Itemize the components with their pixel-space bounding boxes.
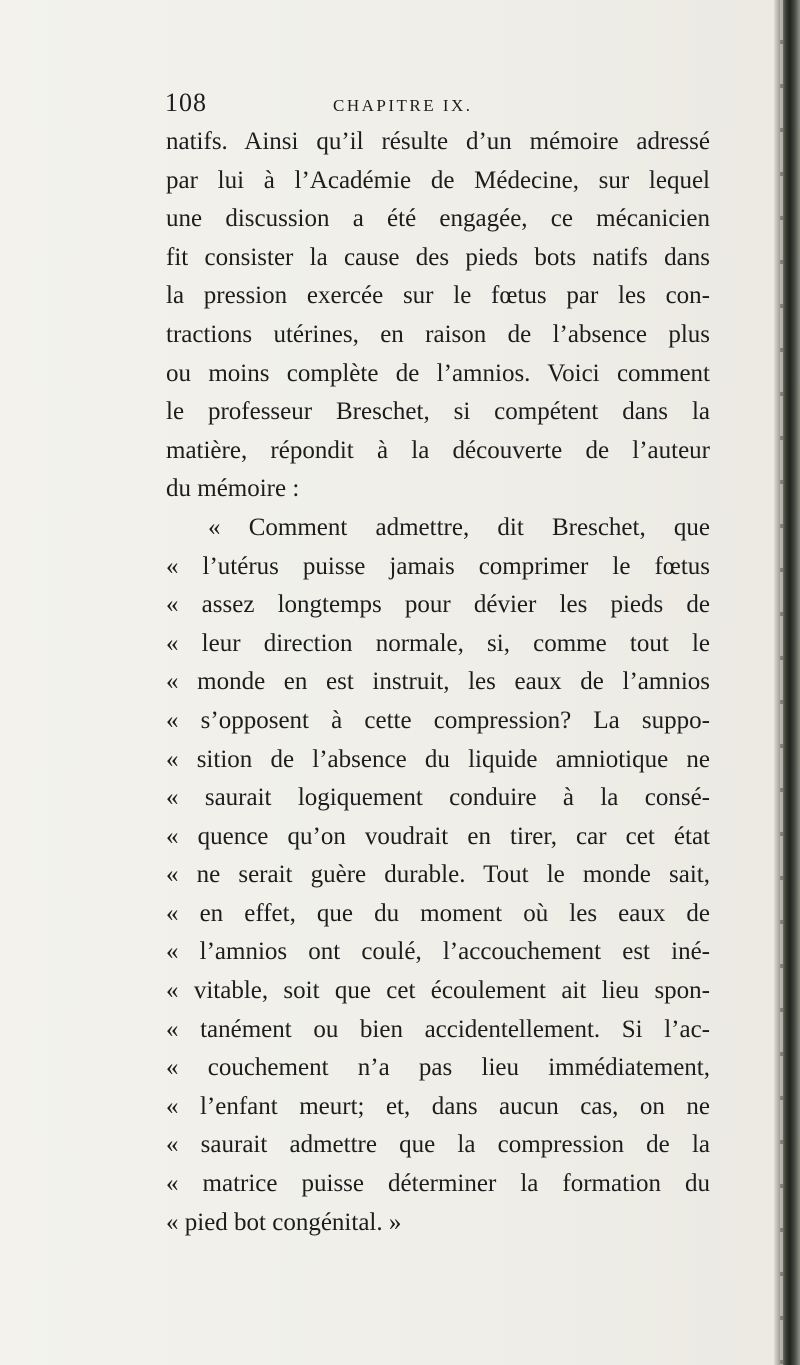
book-binding-edge xyxy=(774,0,800,1365)
text-line: fit consister la cause des pieds bots natifs dans xyxy=(166,243,710,271)
quote-line: « l’utérus puisse jamais comprimer le fœtus xyxy=(166,552,710,580)
quote-line: « en effet, que du moment où les eaux de xyxy=(166,899,710,927)
text-line: ou moins complète de l’amnios. Voici comment xyxy=(166,359,710,387)
text-line: la pression exercée sur le fœtus par les con- xyxy=(166,282,710,310)
text-line: du mémoire : xyxy=(166,475,300,503)
text-line: par lui à l’Académie de Médecine, sur lequel xyxy=(166,166,710,194)
quote-line: « leur direction normale, si, comme tout le xyxy=(166,629,710,657)
page-number: 108 xyxy=(165,88,207,117)
quote-line: « saurait admettre que la compression de la xyxy=(166,1131,710,1159)
quote-line: « ne serait guère durable. Tout le monde sait, xyxy=(166,861,710,889)
text-line: matière, répondit à la découverte de l’auteur xyxy=(166,436,710,464)
text-line: natifs. Ainsi qu’il résulte d’un mémoire adressé xyxy=(166,128,710,155)
quote-line: « pied bot congénital. » xyxy=(166,1208,402,1236)
quote-line: « Comment admettre, dit Breschet, que xyxy=(208,513,710,541)
running-head: CHAPITRE IX. xyxy=(333,96,473,115)
quote-line: « l’amnios ont coulé, l’accouchement est iné- xyxy=(166,938,710,966)
quote-line: « sition de l’absence du liquide amniotique ne xyxy=(166,745,710,773)
quote-line: « l’enfant meurt; et, dans aucun cas, on ne xyxy=(166,1092,710,1120)
quote-line: « couchement n’a pas lieu immédiatement, xyxy=(166,1054,710,1082)
text-line: le professeur Breschet, si compétent dans la xyxy=(166,398,710,426)
text-line: une discussion a été engagée, ce mécanicien xyxy=(166,205,710,233)
quote-line: « s’opposent à cette compression? La suppo- xyxy=(166,706,710,734)
quote-line: « matrice puisse déterminer la formation du xyxy=(166,1170,710,1198)
quote-line: « tanément ou bien accidentellement. Si l’ac- xyxy=(166,1015,710,1043)
quote-line: « saurait logiquement conduire à la consé- xyxy=(166,784,710,812)
quote-line: « monde en est instruit, les eaux de l’amnios xyxy=(166,668,710,696)
quote-line: « quence qu’on voudrait en tirer, car cet état xyxy=(166,822,710,850)
body-text xyxy=(166,123,710,1242)
quote-line: « vitable, soit que cet écoulement ait lieu spon- xyxy=(166,977,710,1005)
text-line: tractions utérines, en raison de l’absence plus xyxy=(166,320,710,348)
quote-line: « assez longtemps pour dévier les pieds de xyxy=(166,591,710,619)
